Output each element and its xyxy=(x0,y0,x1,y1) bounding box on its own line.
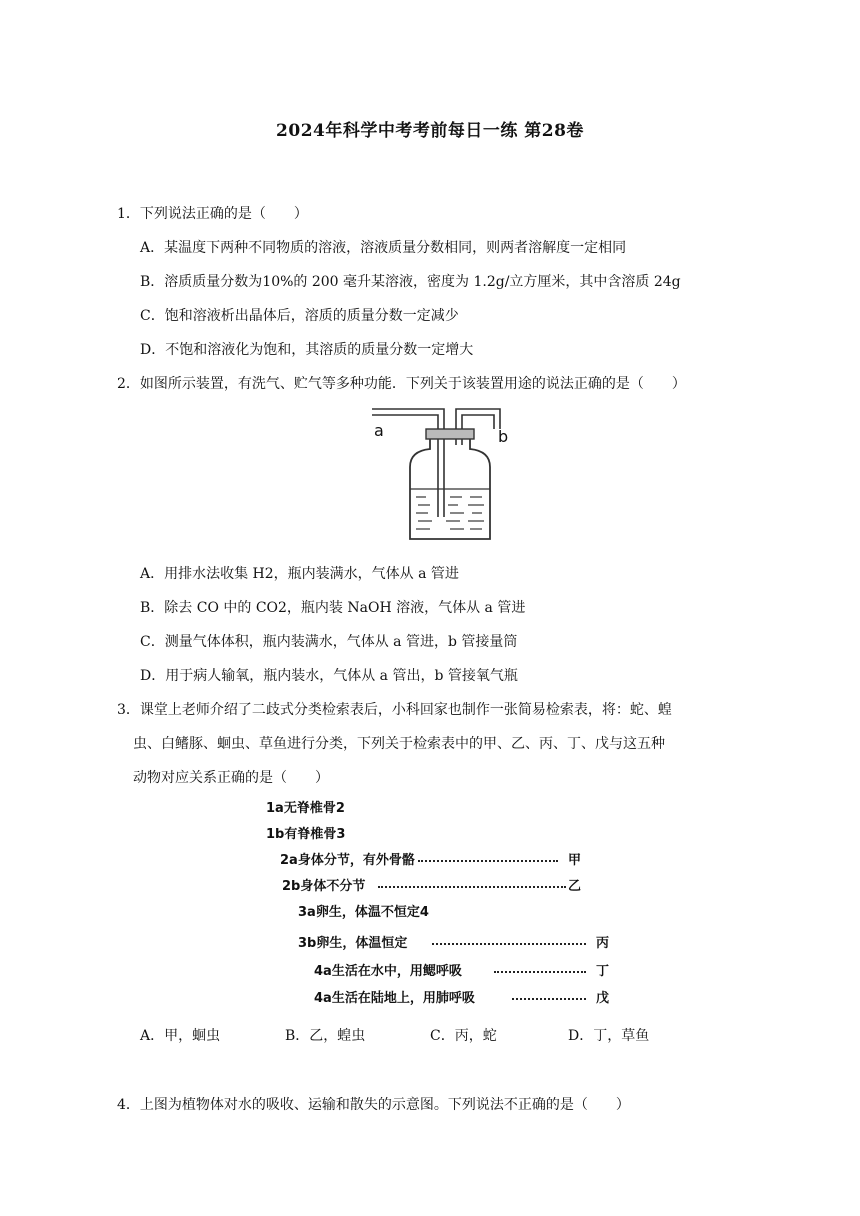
question-3-stem-line-2: 虫、白鳍豚、蛔虫、草鱼进行分类，下列关于检索表中的甲、乙、丙、丁、戊与这五种 xyxy=(133,736,665,752)
question-1-option-a: A．某温度下两种不同物质的溶液，溶液质量分数相同，则两者溶解度一定相同 xyxy=(140,240,627,256)
gas-bottle-diagram xyxy=(370,405,520,545)
question-3-stem-line-1: 3．课堂上老师介绍了二歧式分类检索表后，小科回家也制作一张简易检索表，将：蛇、蝗 xyxy=(117,702,672,718)
key-leader-4a-water xyxy=(494,971,586,973)
page-title: 2024年科学中考考前每日一练 第28卷 xyxy=(276,121,584,141)
gas-bottle-figure xyxy=(370,405,520,545)
question-1-option-c: C．饱和溶液析出晶体后，溶质的质量分数一定减少 xyxy=(140,308,459,324)
key-result-wu: 戊 xyxy=(596,991,610,1006)
tube-a-label: a xyxy=(374,421,384,440)
key-leader-2b xyxy=(378,886,566,888)
question-2-option-a: A．用排水法收集 H2，瓶内装满水，气体从 a 管进 xyxy=(140,566,459,582)
key-leader-3b xyxy=(432,943,586,945)
key-result-ding: 丁 xyxy=(596,964,610,979)
key-line-1b: 1b有脊椎骨3 xyxy=(266,827,346,842)
key-line-4a-water: 4a生活在水中，用鳃呼吸 xyxy=(314,964,462,979)
key-line-1a: 1a无脊椎骨2 xyxy=(266,801,345,816)
question-3-option-a: A．甲，蛔虫 xyxy=(140,1028,221,1044)
key-line-4a-land: 4a生活在陆地上，用肺呼吸 xyxy=(314,991,475,1006)
question-2-stem: 2．如图所示装置，有洗气、贮气等多种功能．下列关于该装置用途的说法正确的是（ ） xyxy=(117,376,686,392)
question-2-option-c: C．测量气体体积，瓶内装满水，气体从 a 管进，b 管接量筒 xyxy=(140,634,518,650)
question-1-option-d: D．不饱和溶液化为饱和，其溶质的质量分数一定增大 xyxy=(140,342,474,358)
key-line-3a: 3a卵生，体温不恒定4 xyxy=(298,905,429,920)
question-1-stem: 1．下列说法正确的是（ ） xyxy=(117,206,308,222)
question-3-option-b: B．乙，蝗虫 xyxy=(285,1028,366,1044)
tube-b-label: b xyxy=(498,427,509,446)
question-2-option-b: B．除去 CO 中的 CO2，瓶内装 NaOH 溶液，气体从 a 管进 xyxy=(140,600,526,616)
key-result-yi: 乙 xyxy=(568,879,582,894)
key-line-3b: 3b卵生，体温恒定 xyxy=(298,936,408,951)
question-3-stem-line-3: 动物对应关系正确的是（ ） xyxy=(133,770,329,786)
question-3-option-c: C．丙，蛇 xyxy=(430,1028,497,1044)
question-2-option-d: D．用于病人输氧，瓶内装水，气体从 a 管出，b 管接氧气瓶 xyxy=(140,668,518,684)
key-line-2b: 2b身体不分节 xyxy=(282,879,366,894)
key-line-2a: 2a身体分节，有外骨骼 xyxy=(280,853,415,868)
key-result-jia: 甲 xyxy=(568,853,582,868)
key-leader-2a xyxy=(418,860,558,862)
question-4-stem: 4．上图为植物体对水的吸收、运输和散失的示意图。下列说法不正确的是（ ） xyxy=(117,1097,630,1113)
question-3-option-d: D．丁，草鱼 xyxy=(568,1028,650,1044)
key-leader-4a-land xyxy=(512,998,586,1000)
question-1-option-b: B．溶质质量分数为10%的 200 毫升某溶液，密度为 1.2g/立方厘米，其中含溶质 24g xyxy=(140,274,681,290)
key-result-bing: 丙 xyxy=(596,936,610,951)
